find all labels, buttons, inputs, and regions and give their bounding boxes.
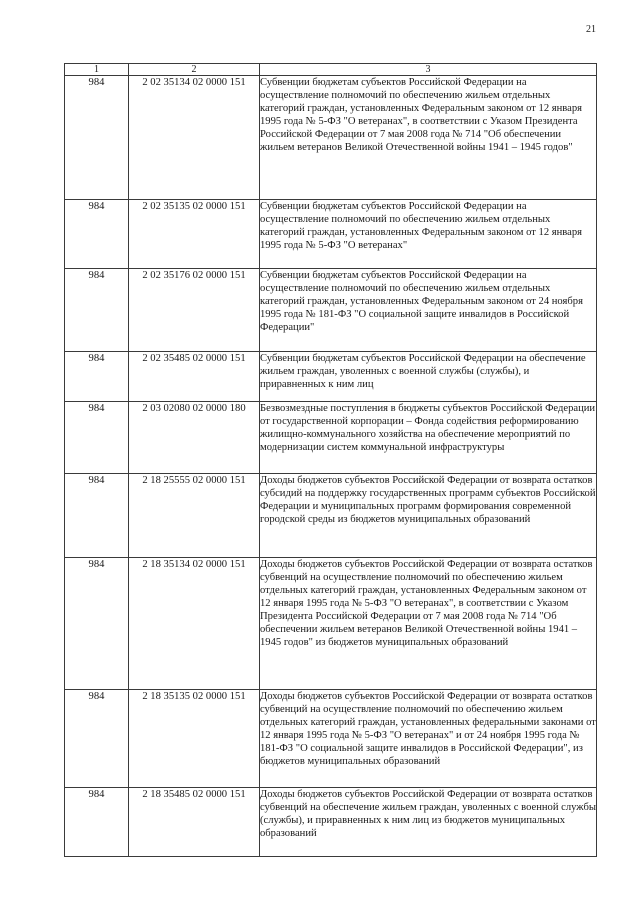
table-row (65, 558, 597, 690)
admin-code-cell: 984 (65, 200, 129, 269)
description-cell: Доходы бюджетов субъектов Российской Федерации от возврата остатков субвенций на осуществление полномочий по обеспечению жильем отдельных категорий граждан, установленных Федеральным законом от 12 января 1995 года № 5-ФЗ "О ветеранах", в соответствии с Указом Президента Российской Федерации от 7 мая 2008 года № 714 "Об обеспечении жильем ветеранов Великой Отечественной войны 1941 – 1945 годов" из бюджетов муниципальных образований (260, 558, 597, 690)
budget-code-cell: 2 18 35134 02 0000 151 (129, 558, 260, 690)
column-header-3: 3 (260, 64, 597, 76)
table-row (65, 352, 597, 402)
table-row (65, 690, 597, 788)
description-cell: Субвенции бюджетам субъектов Российской Федерации на осуществление полномочий по обеспечению жильем отдельных категорий граждан, установленных Федеральным законом от 12 января 1995 года № 5-ФЗ "О ветеранах", в соответствии с Указом Президента Российской Федерации от 7 мая 2008 года № 714 "Об обеспечении жильем ветеранов Великой Отечественной войны 1941 – 1945 годов" (260, 76, 597, 200)
table-row (65, 269, 597, 352)
description-cell: Субвенции бюджетам субъектов Российской Федерации на обеспечение жильем граждан, уволенных с военной службы (службы), и приравненных к ним лиц (260, 352, 597, 402)
column-header-1: 1 (65, 64, 129, 76)
page-number: 21 (586, 24, 596, 35)
table-header-row (65, 64, 597, 76)
admin-code-cell: 984 (65, 269, 129, 352)
budget-code-cell: 2 02 35176 02 0000 151 (129, 269, 260, 352)
column-header-2: 2 (129, 64, 260, 76)
admin-code-cell: 984 (65, 76, 129, 200)
budget-classification-table (64, 63, 597, 857)
budget-code-cell: 2 18 25555 02 0000 151 (129, 474, 260, 558)
admin-code-cell: 984 (65, 352, 129, 402)
budget-code-cell: 2 02 35135 02 0000 151 (129, 200, 260, 269)
table-row (65, 788, 597, 857)
admin-code-cell: 984 (65, 402, 129, 474)
admin-code-cell: 984 (65, 788, 129, 857)
description-cell: Доходы бюджетов субъектов Российской Федерации от возврата остатков субвенций на обеспечение жильем граждан, уволенных с военной службы (службы), и приравненных к ним лиц из бюджетов муниципальных образований (260, 788, 597, 857)
admin-code-cell: 984 (65, 474, 129, 558)
budget-code-cell: 2 03 02080 02 0000 180 (129, 402, 260, 474)
budget-code-cell: 2 02 35134 02 0000 151 (129, 76, 260, 200)
description-cell: Субвенции бюджетам субъектов Российской Федерации на осуществление полномочий по обеспечению жильем отдельных категорий граждан, установленных Федеральным законом от 24 ноября 1995 года № 181-ФЗ "О социальной защите инвалидов в Российской Федерации" (260, 269, 597, 352)
table-row (65, 474, 597, 558)
description-cell: Доходы бюджетов субъектов Российской Федерации от возврата остатков субсидий на поддержку государственных программ субъектов Российской Федерации и муниципальных программ формирования современной городской среды из бюджетов муниципальных образований (260, 474, 597, 558)
description-cell: Безвозмездные поступления в бюджеты субъектов Российской Федерации от государственной корпорации – Фонда содействия реформированию жилищно-коммунального хозяйства на обеспечение мероприятий по модернизации систем коммунальной инфраструктуры (260, 402, 597, 474)
table-row (65, 76, 597, 200)
admin-code-cell: 984 (65, 558, 129, 690)
budget-code-cell: 2 18 35135 02 0000 151 (129, 690, 260, 788)
budget-code-cell: 2 18 35485 02 0000 151 (129, 788, 260, 857)
table-row (65, 402, 597, 474)
description-cell: Субвенции бюджетам субъектов Российской Федерации на осуществление полномочий по обеспечению жильем отдельных категорий граждан, установленных Федеральным законом от 12 января 1995 года № 5-ФЗ "О ветеранах" (260, 200, 597, 269)
description-cell: Доходы бюджетов субъектов Российской Федерации от возврата остатков субвенций на осуществление полномочий по обеспечению жильем отдельных категорий граждан, установленных федеральными законами от 12 января 1995 года № 5-ФЗ "О ветеранах" и от 24 ноября 1995 года № 181-ФЗ "О социальной защите инвалидов в Российской Федерации", из бюджетов муниципальных образований (260, 690, 597, 788)
table-row (65, 200, 597, 269)
budget-code-cell: 2 02 35485 02 0000 151 (129, 352, 260, 402)
admin-code-cell: 984 (65, 690, 129, 788)
